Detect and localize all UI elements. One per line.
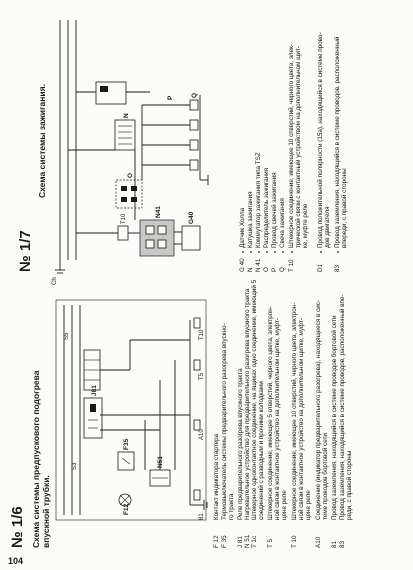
legend-code: F 12	[213, 535, 220, 548]
legend-text: Штекерное соединение, имеющее 5 отверстий, черного цвета, электрон-	[267, 306, 274, 520]
section-title-line1: Схема системы предпускового подогрева	[31, 370, 41, 548]
legend-code: P	[271, 267, 278, 272]
legend-code: T 5	[267, 539, 274, 548]
legend-text: Коммутатор зажигания типа TSZ	[255, 152, 262, 248]
legend-text: Нагревательное устройство для предварительного разогрева впускного тракта	[244, 288, 251, 520]
label-ground-81: 81	[199, 513, 205, 520]
legend-text: реди, с правой стороны	[346, 450, 353, 520]
label-q: Q	[191, 92, 198, 98]
legend-text: Провод заземления, находящийся в системе проводов, расположенный впе-	[339, 294, 346, 520]
legend-text: цене реле	[281, 490, 288, 520]
label-s5: S5	[64, 332, 70, 340]
legend-text: Катушка зажигания	[247, 191, 254, 248]
legend-text: Провод свечей зажигания	[271, 172, 278, 248]
label-p: P	[167, 95, 174, 100]
legend-code: 81	[331, 540, 338, 548]
legend-text: ке, муфте реле	[302, 203, 309, 248]
legend-text: Распределитель зажигания	[263, 167, 270, 248]
legend-text: Штекерное соединение, имеющее 10 отверстий, черного цвета, элек-	[288, 44, 295, 248]
label-g40: G40	[188, 211, 195, 224]
page-number: 104	[8, 556, 24, 566]
legend-code: Q	[279, 267, 286, 272]
legend-code: N	[247, 267, 254, 272]
legend-text: теме проводов бортовой сети	[322, 433, 329, 520]
legend-text: Реле предварительного разогрева впускного тракта	[237, 368, 244, 520]
section-title-line2: впускной трубки.	[41, 475, 51, 548]
label-s3: S3	[72, 462, 78, 470]
label-f12: F12	[123, 503, 130, 515]
label-ch: Ch	[52, 277, 58, 285]
label-n51: N51	[157, 456, 164, 468]
section-title-1-7: Схема системы зажигания.	[37, 84, 47, 198]
legend-text: ной связи в контактное устройство на дополнительном щитке, муфт-	[298, 318, 305, 520]
legend-text: Датчик Холла	[239, 207, 246, 248]
legend-code: F 35	[221, 535, 228, 548]
legend-text: дов двигателя	[324, 206, 331, 248]
legend-code: T 10	[291, 535, 298, 548]
label-j81: J81	[91, 385, 98, 396]
legend-text: Провод заземления, находящийся в системе проводов бортовой сети	[331, 315, 338, 520]
label-t5: T5	[199, 372, 205, 380]
legend-text: впереди, с правой стороны	[341, 168, 348, 248]
legend-text: го тракта	[228, 493, 235, 520]
legend-text: трической связи с контактным устройством на дополнительном щит-	[295, 46, 302, 248]
legend-text: Провод положительной полярности (15а), находящийся в системе прово-	[317, 32, 324, 248]
legend-text: Штекерное одноконтактное соединение, на ящиках одно соединение, имеющий 5	[251, 279, 258, 520]
legend-text: соединений с разводным и прочими колодками	[258, 381, 265, 520]
legend-text: Термовыключатель системы предварительного разогрева впускно-	[221, 323, 228, 520]
legend-text: ной связи в контактное устройство на дополнительном щитке, муфт-	[274, 318, 281, 520]
legend-code: D1	[317, 263, 324, 272]
section-number-1-6: № 1/6	[9, 506, 26, 548]
legend-text: Штекерное соединение, имеющее 10 отверстий, черного цвета, электрон-	[291, 302, 298, 520]
label-n: N	[123, 113, 130, 118]
label-f35: F35	[123, 438, 130, 450]
label-t10: T10	[199, 329, 205, 340]
legend-code: 83	[339, 540, 346, 548]
legend-code: G 40	[239, 258, 246, 272]
legend-text: Соединение (индикатор предварительного разогрева), находящееся в сис-	[315, 300, 322, 520]
label-t10-conn: T10	[121, 213, 127, 224]
label-o: O	[127, 172, 134, 178]
section-number-1-7: № 1/7	[17, 230, 34, 272]
legend-code: O	[263, 267, 270, 272]
legend-code: T 10	[288, 259, 295, 272]
legend-code: T 1c	[251, 535, 258, 548]
legend-code: J 81	[237, 536, 244, 548]
label-n41: N41	[155, 206, 162, 218]
legend-text: Контакт индикатора стартера	[213, 433, 220, 520]
legend-code: A10	[315, 536, 322, 548]
legend-code: N 41	[255, 258, 262, 272]
legend-text: Свеча зажигания	[279, 198, 286, 248]
legend-code: N 51	[244, 534, 251, 548]
label-a10: A10	[199, 429, 205, 440]
legend-text: цене реле	[305, 490, 312, 520]
legend-text: Провод заземления, находящийся в системе проводов, расположенный	[334, 36, 341, 248]
legend-code: 83	[334, 264, 341, 272]
